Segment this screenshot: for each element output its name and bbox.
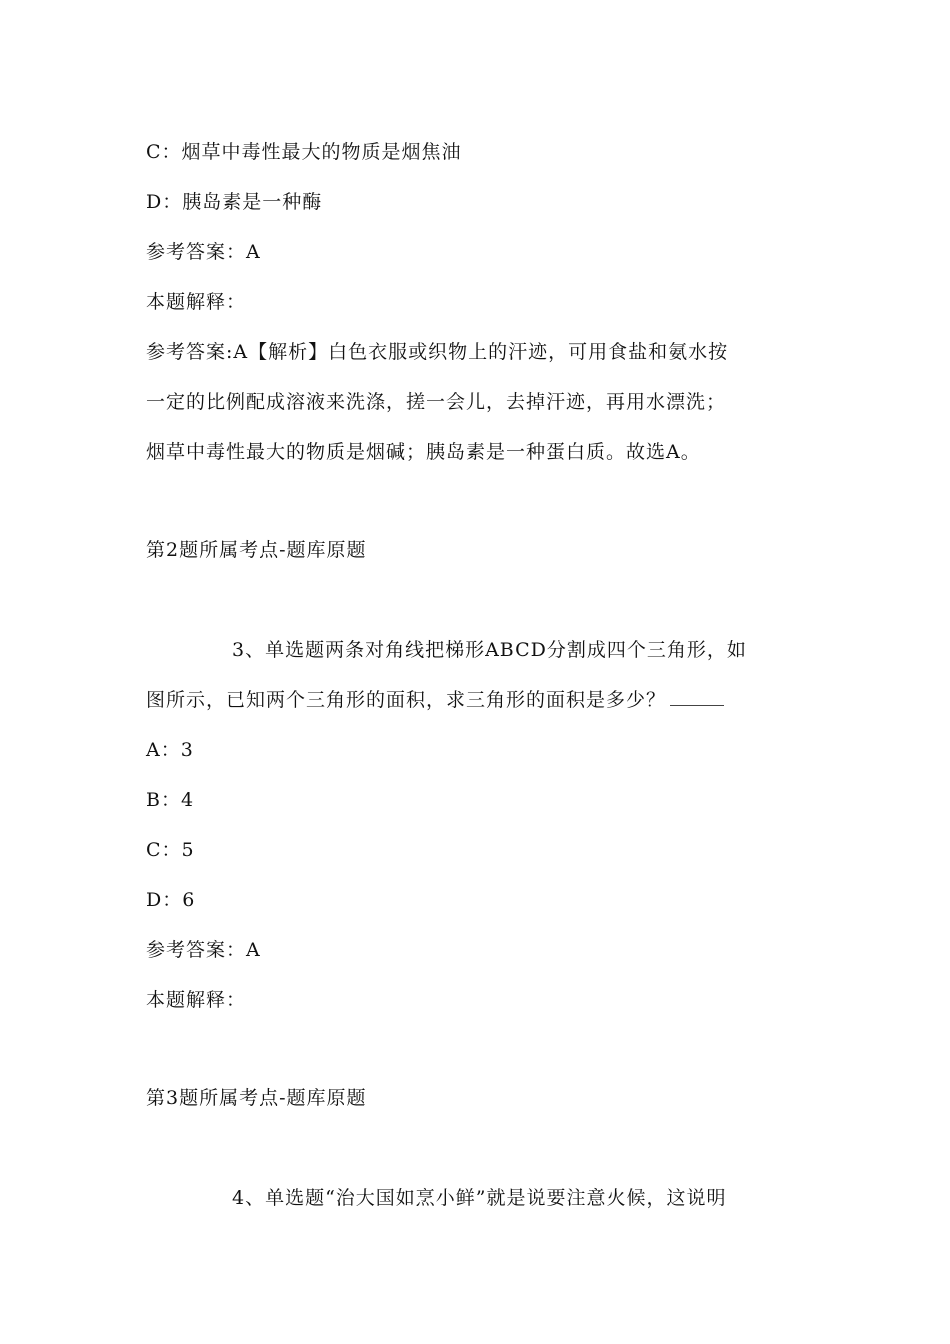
q1-explanation-line-1: 参考答案:A【解析】白色衣服或织物上的汗迹，可用食盐和氨水按 xyxy=(146,341,729,363)
q3-option-c: C：5 xyxy=(146,839,195,861)
q3-answer: 参考答案：A xyxy=(146,939,261,961)
q3-question-line-2 xyxy=(146,688,816,712)
q4-question-line-1: 4、单选题“治大国如烹小鲜”就是说要注意火候，这说明 xyxy=(232,1187,727,1209)
q2-source-note: 第2题所属考点-题库原题 xyxy=(146,539,367,561)
q1-explanation-line-3: 烟草中毒性最大的物质是烟碱；胰岛素是一种蛋白质。故选A。 xyxy=(146,441,701,463)
q1-explanation-label: 本题解释： xyxy=(146,291,247,313)
q3-option-d: D：6 xyxy=(146,889,196,911)
q3-option-b: B：4 xyxy=(146,789,195,811)
q3-option-a: A：3 xyxy=(146,739,194,761)
q1-explanation-line-2: 一定的比例配成溶液来洗涤，搓一会儿，去掉汗迹，再用水漂洗； xyxy=(146,391,727,413)
answer-blank xyxy=(670,689,724,706)
q3-question-text: 图所示，已知两个三角形的面积，求三角形的面积是多少？ xyxy=(146,689,667,711)
q3-source-note: 第3题所属考点-题库原题 xyxy=(146,1087,367,1109)
q1-answer: 参考答案：A xyxy=(146,241,261,263)
q1-option-d: D：胰岛素是一种酶 xyxy=(146,191,323,213)
q1-option-c: C：烟草中毒性最大的物质是烟焦油 xyxy=(146,141,462,163)
q3-question-line-1: 3、单选题两条对角线把梯形ABCD分割成四个三角形，如 xyxy=(232,639,747,661)
q3-explanation-label: 本题解释： xyxy=(146,989,247,1011)
